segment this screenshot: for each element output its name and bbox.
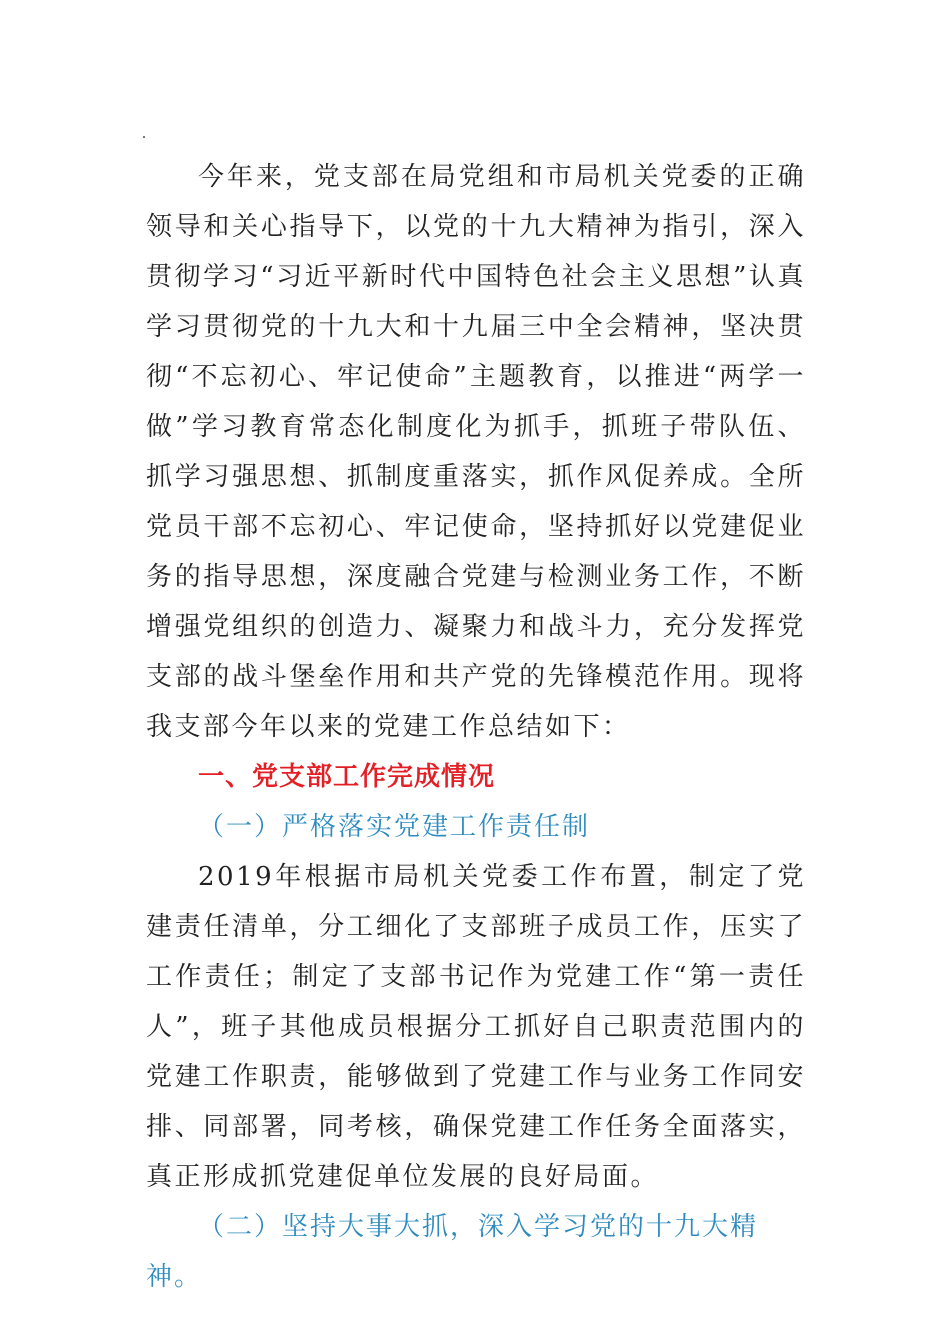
page-dot <box>143 136 145 138</box>
subsection-1-heading: （一）严格落实党建工作责任制 <box>198 812 591 842</box>
subsection-2-heading: （二）坚持大事大抓，深入学习党的十九大精神。 <box>146 1212 759 1292</box>
section-1-heading: 一、党支部工作完成情况 <box>198 762 496 792</box>
document-body <box>146 152 806 1302</box>
subsection-1-paragraph: 2019年根据市局机关党委工作布置，制定了党建责任清单，分工细化了支部班子成员工作，压实了工作责任；制定了支部书记作为党建工作“第一责任人”，班子其他成员根据分工抓好自己职责范围内的党建工作职责，能够做到了党建工作与业务工作同安排、同部署，同考核，确保党建工作任务全面落实，真正形成抓党建促单位发展的良好局面。 <box>146 862 806 1192</box>
intro-paragraph: 今年来，党支部在局党组和市局机关党委的正确领导和关心指导下，以党的十九大精神为指引，深入贯彻学习“习近平新时代中国特色社会主义思想”认真学习贯彻党的十九大和十九届三中全会精神，坚决贯彻“不忘初心、牢记使命”主题教育，以推进“两学一做”学习教育常态化制度化为抓手，抓班子带队伍、抓学习强思想、抓制度重落实，抓作风促养成。全所党员干部不忘初心、牢记使命，坚持抓好以党建促业务的指导思想，深度融合党建与检测业务工作，不断增强党组织的创造力、凝聚力和战斗力，充分发挥党支部的战斗堡垒作用和共产党的先锋模范作用。现将我支部今年以来的党建工作总结如下： <box>146 162 806 742</box>
